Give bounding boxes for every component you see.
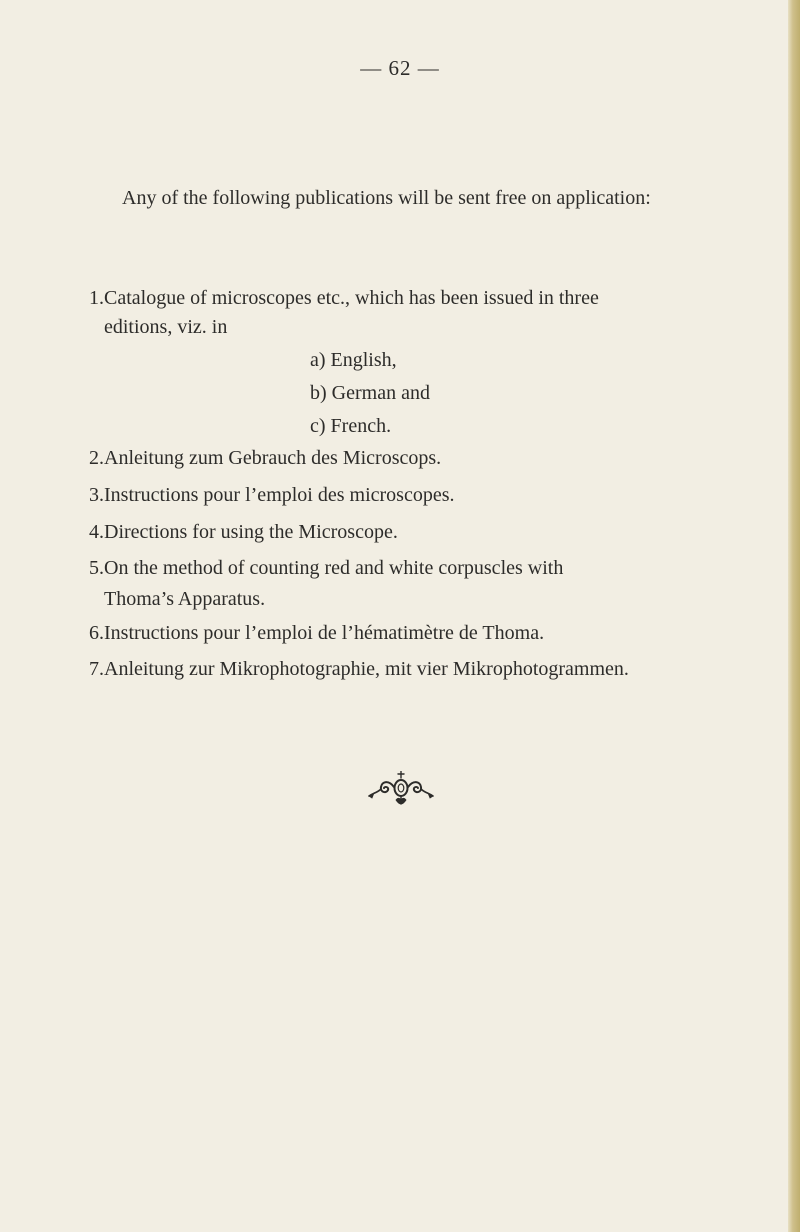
item-number: 1. <box>89 287 104 309</box>
page-number: — 62 — <box>360 56 440 80</box>
intro-paragraph: Any of the following publications will be sent free on application: <box>122 187 651 209</box>
item-number: 4. <box>89 521 104 543</box>
item-line: On the method of counting red and white corpuscles with <box>104 557 564 579</box>
item-line: Catalogue of microscopes etc., which has been issued in three <box>104 287 599 309</box>
item-line: Directions for using the Microscope. <box>104 521 398 543</box>
fleuron-icon <box>365 771 437 812</box>
item-number: 7. <box>89 658 104 680</box>
item-number: 2. <box>89 447 104 469</box>
item-number: 5. <box>89 557 104 579</box>
item-line: Anleitung zur Mikrophotographie, mit vier Mikrophotogrammen. <box>104 658 629 680</box>
sub-item-english: a) English, <box>310 349 397 371</box>
item-line: Thoma’s Apparatus. <box>104 588 266 610</box>
sub-item-german: b) German and <box>310 382 430 404</box>
item-line: Instructions pour l’emploi des microscopes. <box>104 484 455 506</box>
item-number: 3. <box>89 484 104 506</box>
page-edge <box>788 0 800 1232</box>
item-line: Anleitung zum Gebrauch des Microscops. <box>104 447 442 469</box>
item-number: 6. <box>89 622 104 644</box>
item-line: Instructions pour l’emploi de l’hématimètre de Thoma. <box>104 622 545 644</box>
item-line: editions, viz. in <box>104 316 228 338</box>
sub-item-french: c) French. <box>310 415 392 437</box>
